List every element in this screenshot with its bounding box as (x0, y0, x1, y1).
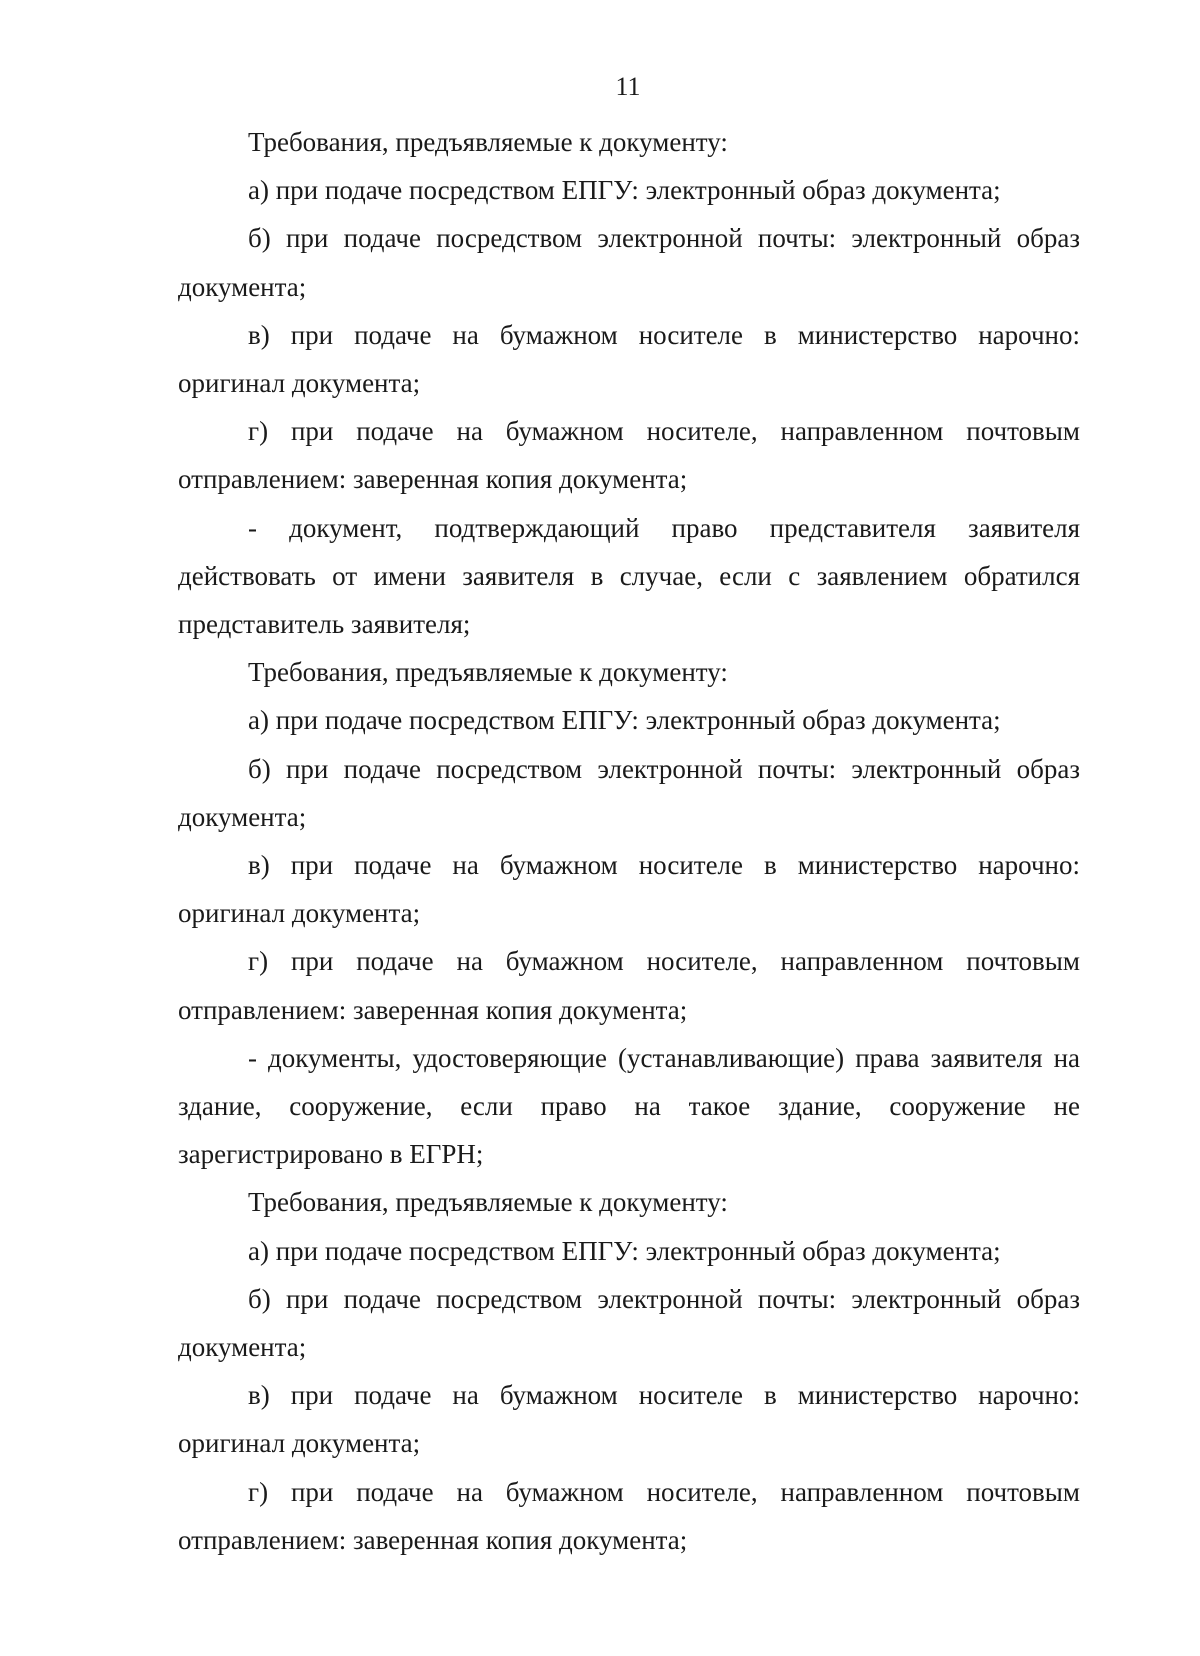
page-number: 11 (615, 72, 641, 101)
paragraph-item-b: б) при подаче посредством электронной почты: электронный образ документа; (178, 753, 1080, 832)
paragraph-item-v: в) при подаче на бумажном носителе в министерство нарочно: оригинал документа; (178, 850, 1080, 929)
paragraph-item-b: б) при подаче посредством электронной почты: электронный образ документа; (178, 1283, 1080, 1363)
paragraph-requirements-heading: Требования, предъявляемые к документу: (248, 657, 728, 688)
paragraph-item-v: в) при подаче на бумажном носителе в министерство нарочно: оригинал документа; (178, 1380, 1080, 1459)
paragraph-item-g: г) при подаче на бумажном носителе, направленном почтовым отправлением: заверенная копия документа; (178, 416, 1080, 495)
paragraph-item-b: б) при подаче посредством электронной почты: электронный образ документа; (178, 223, 1080, 302)
document-body (178, 118, 1080, 1564)
paragraph-requirements-heading: Требования, предъявляемые к документу: (248, 1187, 728, 1218)
paragraph-item-a: а) при подаче посредством ЕПГУ: электронный образ документа; (248, 1235, 1001, 1266)
paragraph-item-g: г) при подаче на бумажном носителе, направленном почтовым отправлением: заверенная копия документа; (178, 1476, 1080, 1555)
paragraph-item-a: а) при подаче посредством ЕПГУ: электронный образ документа; (248, 705, 1001, 736)
paragraph-document-entry: - документы, удостоверяющие (устанавливающие) права заявителя на здание, сооружение, если право на такое здание, сооружение не зарегистрировано в ЕГРН; (178, 1042, 1080, 1170)
paragraph-requirements-heading: Требования, предъявляемые к документу: (248, 127, 728, 157)
paragraph-item-a: а) при подаче посредством ЕПГУ: электронный образ документа; (248, 175, 1001, 206)
paragraph-item-g: г) при подаче на бумажном носителе, направленном почтовым отправлением: заверенная копия документа; (178, 946, 1080, 1025)
paragraph-item-v: в) при подаче на бумажном носителе в министерство нарочно: оригинал документа; (178, 319, 1080, 399)
paragraph-document-entry: - документ, подтверждающий право представителя заявителя действовать от имени заявителя в случае, если с заявлением обратился представитель заявителя; (178, 512, 1080, 640)
